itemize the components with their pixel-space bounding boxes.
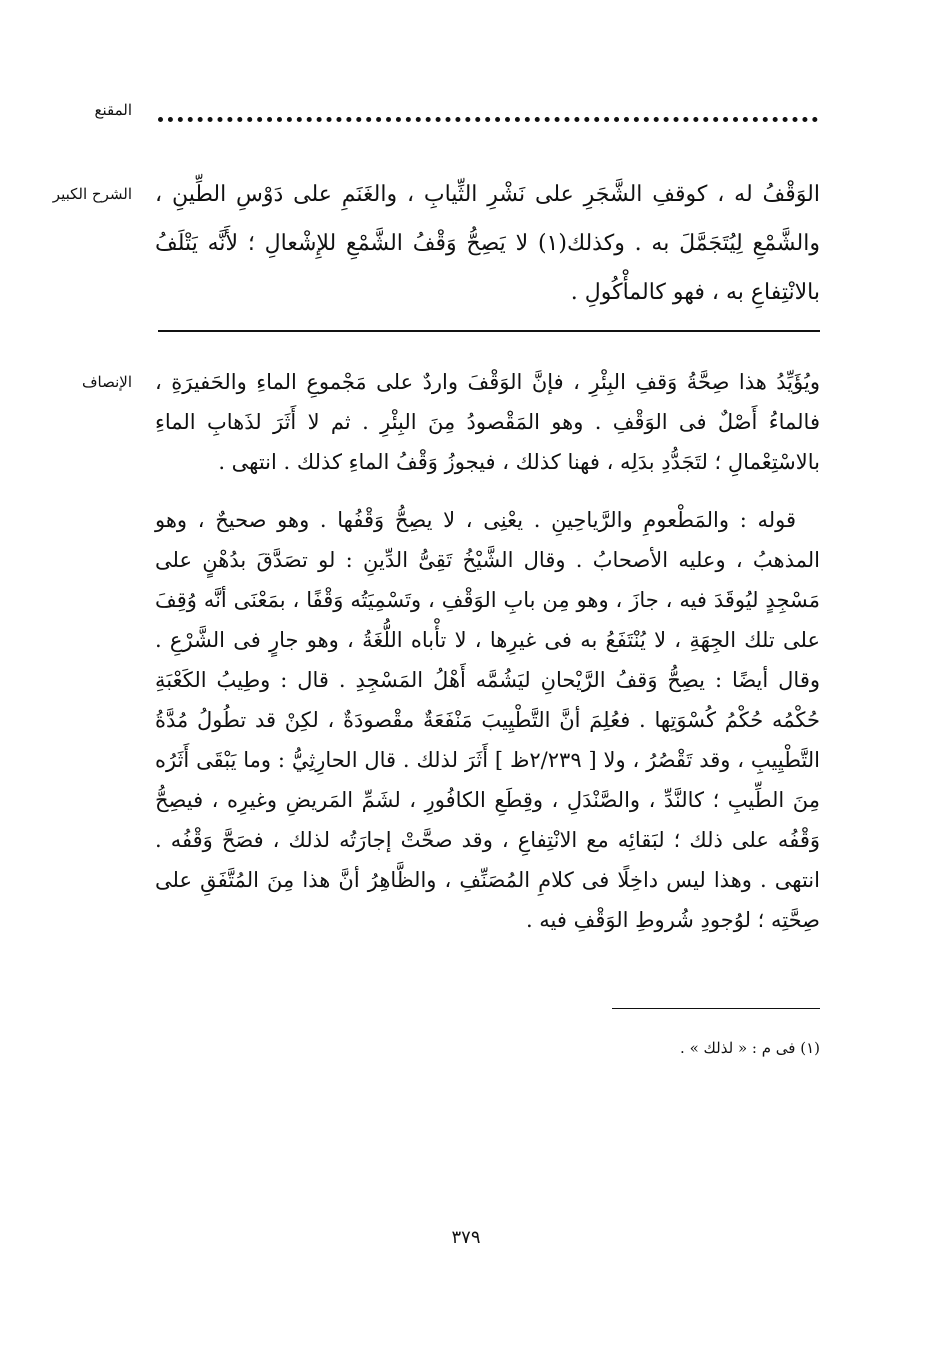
- section-label-sharh: الشرح الكبير: [52, 185, 132, 203]
- sharh-text-block: [155, 170, 820, 317]
- footnote-text: (١) فى م : « لذلك » .: [680, 1039, 820, 1057]
- insaf-text-block: [155, 362, 820, 940]
- section-divider-rule: [158, 330, 820, 332]
- sharh-paragraph: الوَقْفُ له ، كوقفِ الشَّجَرِ على نَشْرِ الثِّيابِ ، والغَنَمِ على دَوْسِ الطِّينِ ، والشَّمْعِ لِيُتَجَمَّلَ به . وكذلك(١) لا يَصِحُّ وَقْفُ الشَّمْعِ للإِشْعالِ ؛ لأَنَّه يَتْلَفُ بالانْتِفاعِ به ، فهو كالمأْكُولِ .: [155, 182, 820, 305]
- header-label-muqni: المقنع: [94, 101, 132, 119]
- footnote-rule: [612, 1008, 820, 1009]
- page-number: ٣٧٩: [451, 1227, 481, 1248]
- header-dotted-rule: [158, 117, 818, 122]
- insaf-paragraph-1: ويُؤَيِّدُ هذا صِحَّةُ وَقفِ البِئْرِ ، فإنَّ الوَقْفَ واردٌ على مَجْموعِ الماءِ والحَفيرَةِ ، فالماءُ أَصْلٌ فى الوَقْفِ . وهو المَقْصودُ مِنَ البِئْرِ . ثم لا أَثَرَ لذَهابِ الماءِ بالاسْتِعْمالِ ؛ لتَجَدُّدِ بدَلِه ، فهنا كذلك ، فيجوزُ وَقْفُ الماءِ كذلك . انتهى .: [155, 370, 820, 474]
- insaf-paragraph-2: قوله : والمَطْعومِ والرَّياحِينِ . يعْنِى ، لا يصِحُّ وَقْفُها . وهو صحيحٌ ، وهو المذهبُ ، وعليه الأصحابُ . وقال الشَّيْخُ تَقِىُّ الدِّينِ : لو تصَدَّقَ بدُهْنٍ على مَسْجِدٍ ليُوقَدَ فيه ، جازَ ، وهو مِن بابِ الوَقْفِ ، وتَسْمِيَتُه وَقْفًا ، بمَعْنَى أنَّه وُقِفَ على تلك الجِهَةِ ، لا يُنْتَفَعُ به فى غيرِها ، لا تأْباه اللُّغَةُ ، وهو جارٍ فى الشَّرْعِ . وقال أيضًا : يصِحُّ وَقفُ الرَّيْحانِ ليَشُمَّه أَهْلُ المَسْجِدِ . قال : وطِيبُ الكَعْبَةِ حُكْمُه حُكْمُ كُسْوَتِها . فعُلِمَ أنَّ التَّطْيِيبَ مَنْفَعَةٌ مقْصودَةٌ ، لكِنْ قد تطُولُ مُدَّةُ التَّطْيِيبِ ، وقد تَقْصُرُ ، ولا [ ٢/٢٣٩ظ ] أَثَرَ لذلك . قال الحارِثِيُّ : وما يَبْقَى أَثَرُه مِنَ الطِّيبِ ؛ كالنَّدِّ ، والصَّنْدَلِ ، وقِطَعِ الكافُورِ ، لشَمِّ المَريضِ وغيرِه ، فيصِحُّ وَقْفُه على ذلك ؛ لبَقائِه مع الانْتِفاعِ ، وقد صحَّتْ إجارَتُه لذلك ، فصَحَّ وَقْفُه . انتهى . وهذا ليس داخِلًا فى كلامِ المُصَنِّفِ ، والظَّاهِرُ أنَّ هذا مِنَ المُتَّفَقِ على صِحَّتِه ؛ لوُجودِ شُروطِ الوَقْفِ فيه .: [155, 508, 820, 932]
- section-label-insaf: الإنصاف: [81, 373, 132, 391]
